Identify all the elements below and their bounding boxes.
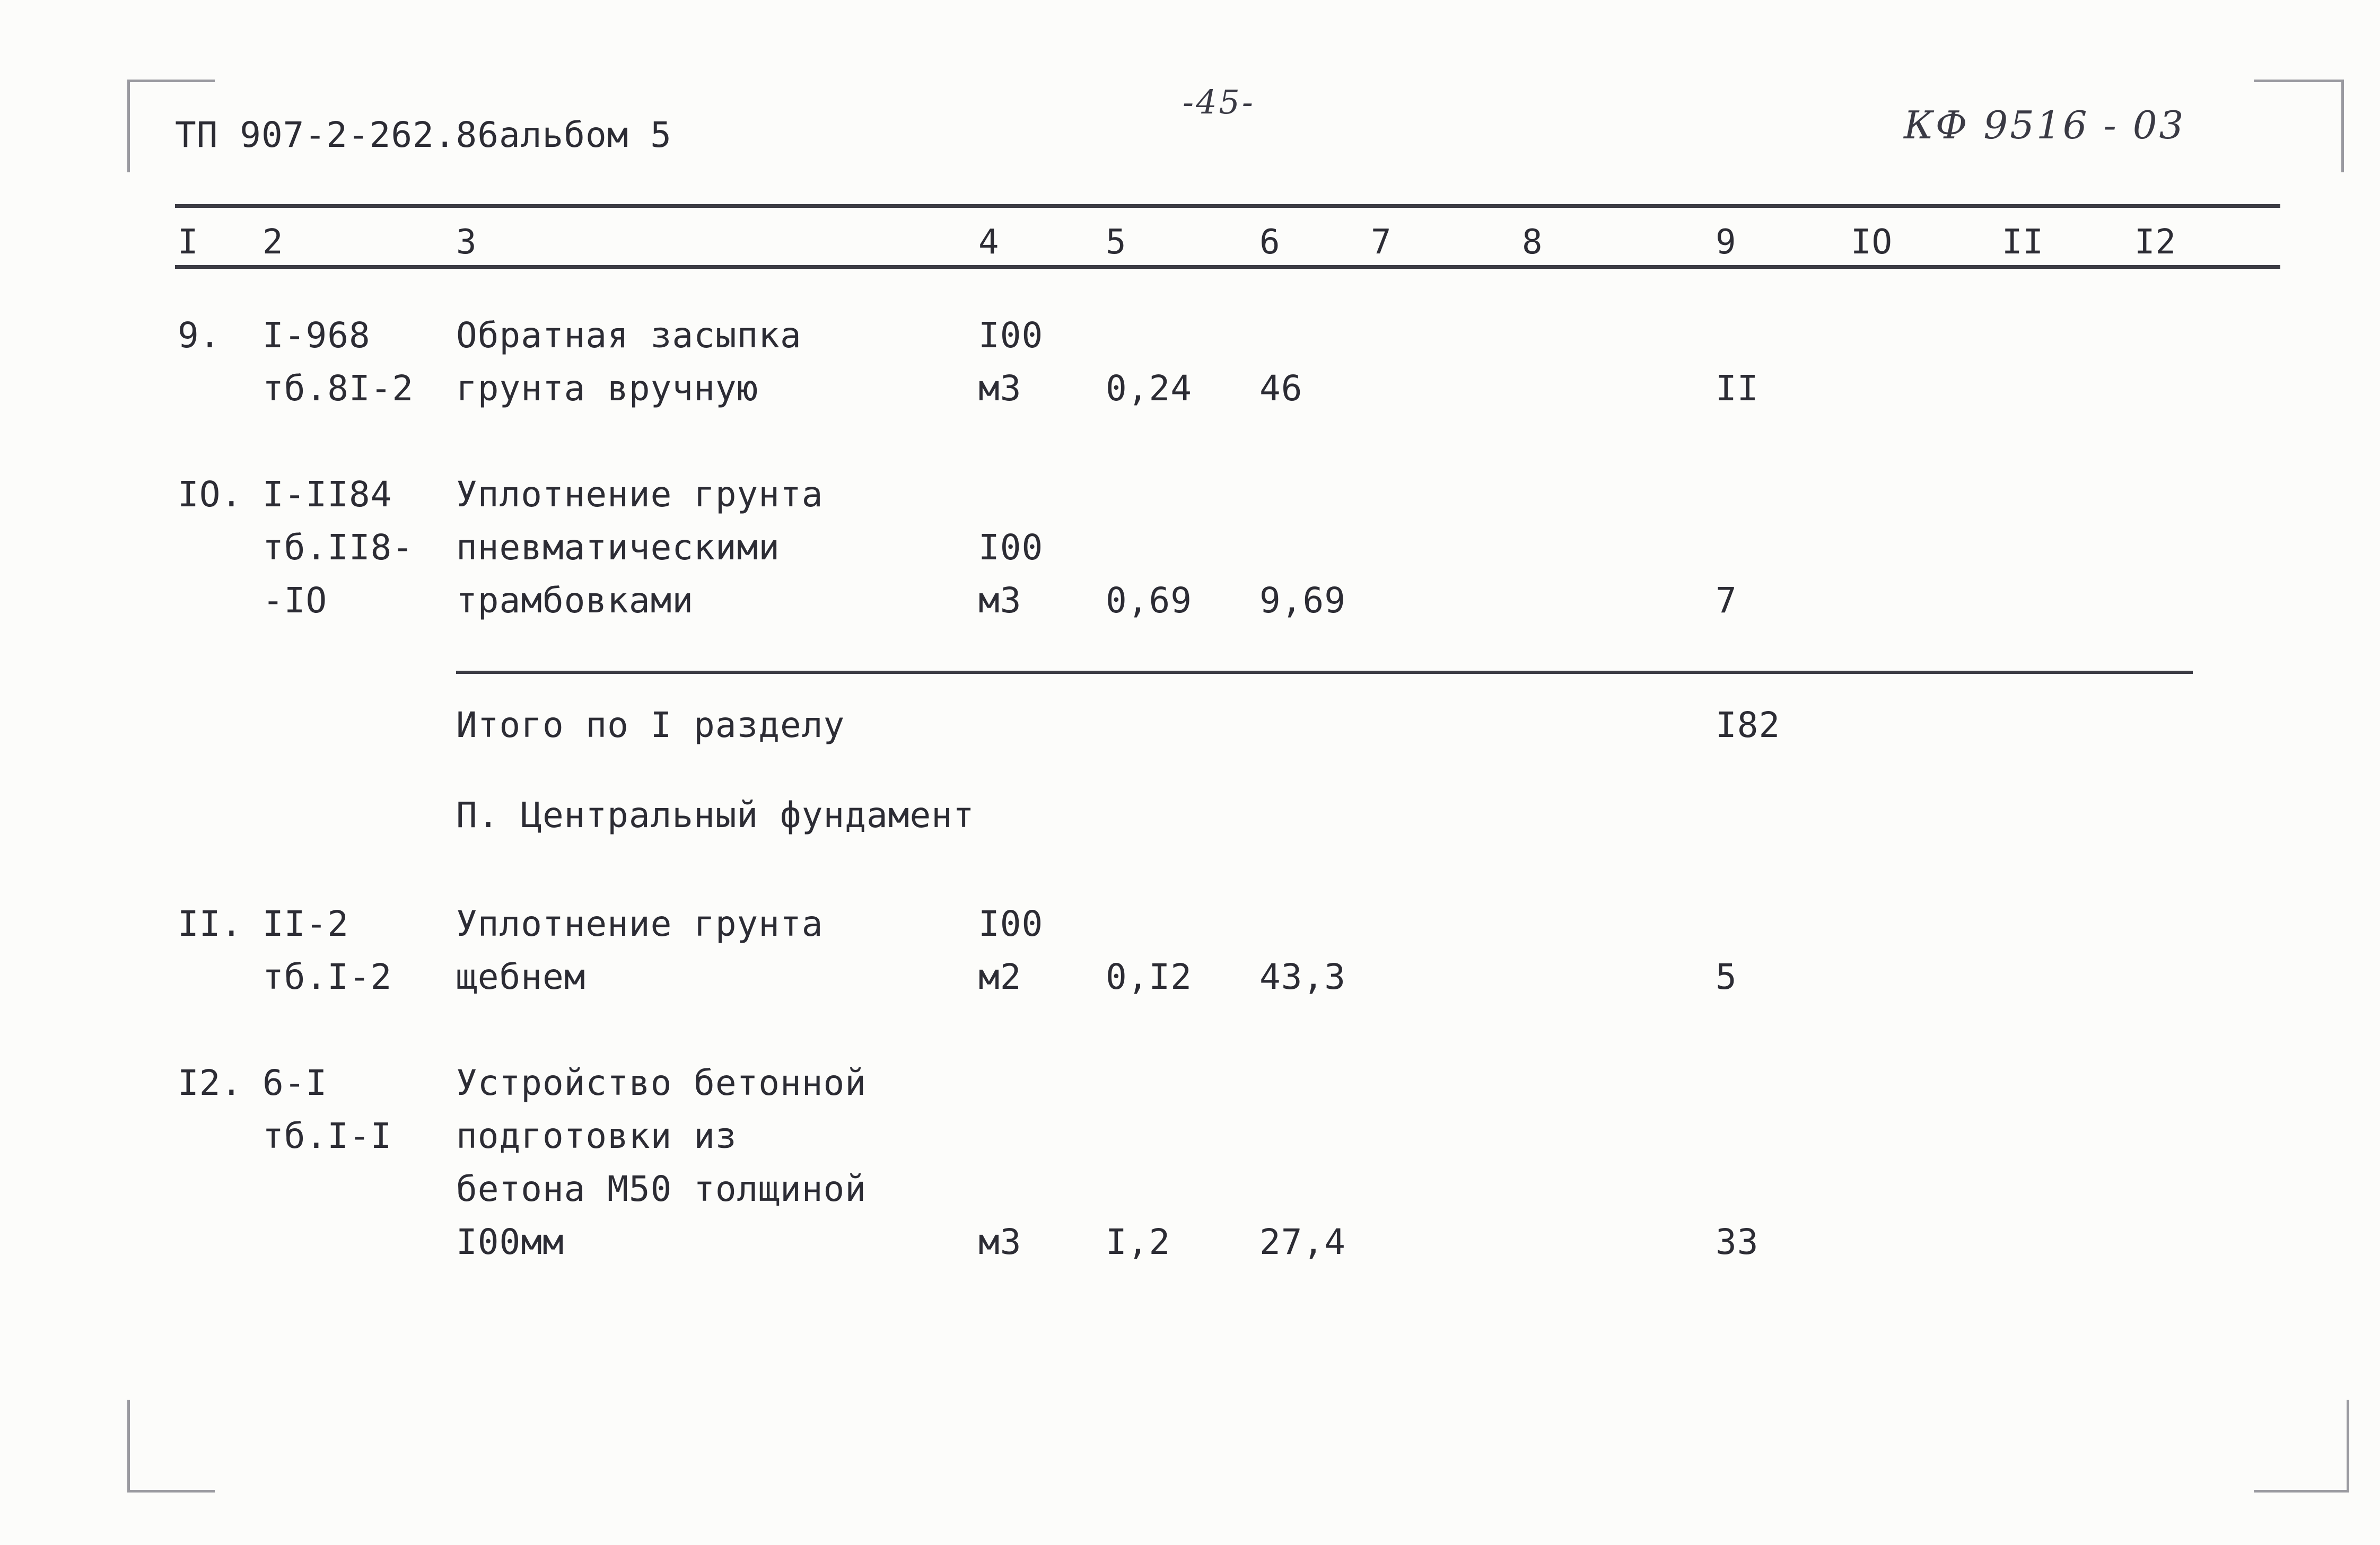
column-header-4: 4 — [978, 223, 1000, 262]
row-code-line: 6-I — [262, 1063, 328, 1103]
row-unit-line: I00 — [978, 903, 1044, 944]
row-unit-line: I00 — [978, 315, 1044, 356]
archive-stamp: КФ 9516 - 03 — [1904, 103, 2186, 147]
row-name-line: Обратная засыпка — [456, 315, 802, 356]
row-name-line: пневматическими — [456, 527, 781, 568]
page-number: -45- — [1183, 83, 1255, 121]
corner-mark-bottom-left — [127, 1400, 215, 1493]
row-code-line: I-968 — [262, 315, 371, 356]
corner-mark-bottom-right — [2254, 1400, 2349, 1493]
row-name-line: I00мм — [456, 1222, 564, 1262]
row-unit-line: м2 — [978, 956, 1022, 997]
column-header-5: 5 — [1106, 223, 1127, 262]
column-header-1: I — [178, 223, 199, 262]
corner-mark-top-right — [2254, 80, 2344, 172]
row-number: II. — [178, 903, 243, 944]
row-code-line: тб.II8- — [262, 527, 414, 568]
row-quantity: 0,24 — [1106, 368, 1192, 409]
row-unit-line: м3 — [978, 1222, 1022, 1262]
column-header-8: 8 — [1522, 223, 1543, 262]
row-number: IO. — [178, 474, 243, 515]
column-header-7: 7 — [1371, 223, 1392, 262]
row-price: 27,4 — [1259, 1222, 1346, 1262]
row-unit-line: I00 — [978, 527, 1044, 568]
album-label: альбом 5 — [499, 115, 672, 155]
row-price: 43,3 — [1259, 956, 1346, 997]
column-header-6: 6 — [1259, 223, 1281, 262]
row-total: 33 — [1716, 1222, 1759, 1262]
row-code-line: II-2 — [262, 903, 349, 944]
row-number: I2. — [178, 1063, 243, 1103]
row-price: 46 — [1259, 368, 1303, 409]
column-header-3: 3 — [456, 223, 477, 262]
row-name-line: Уплотнение грунта — [456, 903, 824, 944]
subtotal-total: I82 — [1716, 705, 1781, 745]
row-unit-line: м3 — [978, 368, 1022, 409]
row-total: 7 — [1716, 580, 1737, 621]
row-name-line: Устройство бетонной — [456, 1063, 867, 1103]
row-code-line: тб.I-2 — [262, 956, 392, 997]
header-bottom-rule — [175, 265, 2280, 269]
section-title: П. Центральный фундамент — [456, 795, 975, 836]
column-header-12: I2 — [2134, 223, 2177, 262]
row-number: 9. — [178, 315, 221, 356]
row-quantity: I,2 — [1106, 1222, 1171, 1262]
document-code — [175, 115, 672, 155]
header-top-rule — [175, 204, 2280, 208]
column-header-11: II — [2002, 223, 2044, 262]
doc-code: ТП 907-2-262.86 — [175, 115, 500, 155]
row-code-line: I-II84 — [262, 474, 392, 515]
row-name-line: Уплотнение грунта — [456, 474, 824, 515]
row-name-line: подготовки из — [456, 1116, 737, 1156]
row-code-line: -IO — [262, 580, 328, 621]
row-name-line: щебнем — [456, 956, 586, 997]
column-header-2: 2 — [262, 223, 284, 262]
row-total: II — [1716, 368, 1759, 409]
column-header-9: 9 — [1716, 223, 1737, 262]
row-name-line: бетона М50 толщиной — [456, 1169, 867, 1209]
row-price: 9,69 — [1259, 580, 1346, 621]
row-code-line: тб.I-I — [262, 1116, 392, 1156]
row-unit-line: м3 — [978, 580, 1022, 621]
row-code-line: тб.8I-2 — [262, 368, 414, 409]
subtotal-rule — [456, 671, 2193, 674]
column-header-10: IO — [1851, 223, 1893, 262]
row-name-line: трамбовками — [456, 580, 694, 621]
row-quantity: 0,I2 — [1106, 956, 1192, 997]
row-total: 5 — [1716, 956, 1737, 997]
row-name-line: грунта вручную — [456, 368, 759, 409]
row-quantity: 0,69 — [1106, 580, 1192, 621]
subtotal-label: Итого по I разделу — [456, 705, 845, 745]
